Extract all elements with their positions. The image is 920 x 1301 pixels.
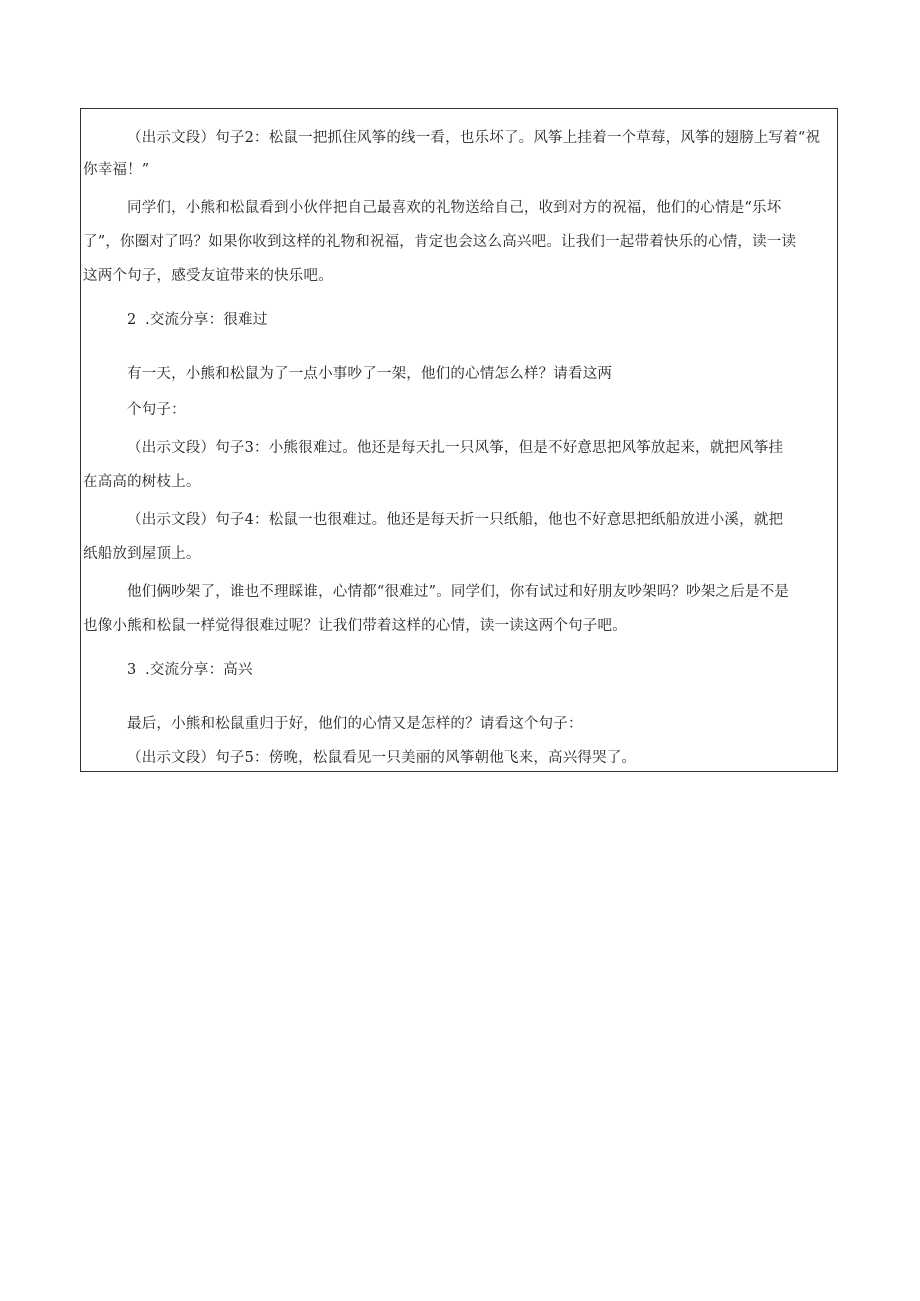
paragraph-happy-line-3: 这两个句子，感受友谊带来的快乐吧。 — [83, 268, 333, 284]
section-title: .交流分享：很难过 — [145, 312, 268, 328]
section-number: 2 — [127, 312, 137, 328]
paragraph-sentence-4-line-2: 纸船放到屋顶上。 — [83, 546, 201, 562]
paragraph-sentence-2-line-1: （出示文段）句子2：松鼠一把抓住风筝的线一看，也乐坏了。风筝上挂着一个草莓，风筝的翅膀上写着“祝 — [127, 130, 821, 146]
section-title: .交流分享：高兴 — [145, 662, 253, 678]
paragraph-reconcile: 最后，小熊和松鼠重归于好，他们的心情又是怎样的？请看这个句子： — [127, 716, 583, 732]
paragraph-quarrel-line-1: 有一天，小熊和松鼠为了一点小事吵了一架，他们的心情怎么样？请看这两 — [127, 366, 613, 382]
paragraph-sentence-2-line-2: 你幸福！” — [83, 162, 150, 178]
paragraph-quarrel-line-2: 个句子： — [127, 402, 186, 418]
paragraph-happy-line-1: 同学们，小熊和松鼠看到小伙伴把自己最喜欢的礼物送给自己，收到对方的祝福，他们的心情是“乐坏 — [127, 200, 782, 216]
paragraph-sad-line-2: 也像小熊和松鼠一样觉得很难过呢？让我们带着这样的心情，读一读这两个句子吧。 — [83, 618, 627, 634]
paragraph-sentence-3-line-1: （出示文段）句子3：小熊很难过。他还是每天扎一只风筝，但是不好意思把风筝放起来，就把风筝挂 — [127, 440, 784, 456]
paragraph-sentence-4-line-1: （出示文段）句子4：松鼠一也很难过。他还是每天折一只纸船，他也不好意思把纸船放进小溪，就把 — [127, 512, 784, 528]
paragraph-sentence-3-line-2: 在高高的树枝上。 — [83, 474, 201, 490]
section-heading-2 — [127, 311, 267, 329]
paragraph-sentence-5: （出示文段）句子5：傍晚，松鼠看见一只美丽的风筝朝他飞来，高兴得哭了。 — [127, 750, 637, 766]
paragraph-happy-line-2: 了”，你圈对了吗？如果你收到这样的礼物和祝福，肯定也会这么高兴吧。让我们一起带着快乐的心情，读一读 — [83, 234, 797, 250]
paragraph-sad-line-1: 他们俩吵架了，谁也不理睬谁，心情都“很难过”。同学们，你有试过和好朋友吵架吗？吵架之后是不是 — [127, 584, 790, 600]
lesson-text-frame — [80, 108, 838, 772]
section-number: 3 — [127, 662, 137, 678]
section-heading-3 — [127, 661, 253, 679]
